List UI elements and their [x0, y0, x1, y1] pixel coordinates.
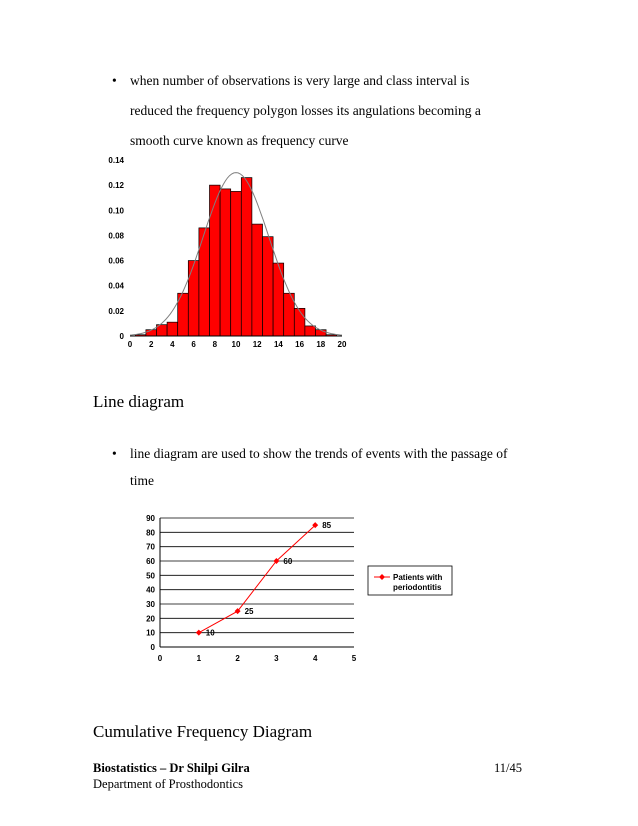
bullet1-line-3: smooth curve known as frequency curve [130, 133, 349, 148]
hist-y-tick-label: 0.02 [108, 306, 124, 316]
hist-bar [188, 261, 199, 336]
hist-y-tick-label: 0.14 [108, 156, 124, 165]
y-tick-label: 80 [146, 528, 155, 538]
y-tick-label: 50 [146, 571, 155, 581]
hist-x-tick-label: 2 [148, 340, 154, 349]
hist-y-tick-label: 0.06 [108, 256, 124, 266]
hist-y-tick-label: 0.12 [108, 181, 124, 191]
bullet1-line-1: when number of observations is very large and class interval is [130, 73, 470, 88]
y-tick-label: 30 [146, 600, 155, 609]
hist-y-tick-label: 0.08 [108, 231, 124, 241]
x-tick-label: 0 [157, 654, 163, 663]
footer-title: Biostatistics – Dr Shilpi Gilra [93, 761, 250, 775]
y-tick-label: 40 [146, 585, 155, 595]
bullet1-line-2: reduced the frequency polygon losses its angulations becoming a [130, 103, 481, 118]
hist-x-tick-label: 20 [337, 340, 347, 349]
hist-bar [167, 322, 178, 336]
hist-x-tick-label: 14 [273, 340, 283, 349]
hist-bar [252, 224, 263, 336]
hist-x-tick-label: 16 [295, 340, 305, 349]
hist-bar [294, 308, 305, 336]
data-label: 10 [205, 628, 215, 638]
y-tick-label: 0 [150, 643, 155, 652]
data-point-marker [196, 630, 202, 636]
x-tick-label: 1 [196, 654, 202, 663]
hist-bar [210, 185, 221, 336]
x-tick-label: 4 [312, 654, 318, 663]
hist-x-tick-label: 4 [170, 340, 175, 349]
hist-y-tick-label: 0.10 [108, 206, 124, 216]
bullet2-line-2: time [130, 473, 154, 488]
y-tick-label: 70 [146, 542, 155, 552]
hist-bar [263, 237, 274, 336]
series-line [199, 525, 315, 633]
y-tick-label: 90 [146, 514, 155, 523]
hist-x-tick-label: 10 [231, 340, 241, 349]
hist-bar [305, 326, 316, 336]
bullet2-line-1: line diagram are used to show the trends of events with the passage of [130, 446, 508, 461]
hist-y-tick-label: 0 [119, 332, 124, 341]
data-label: 60 [283, 557, 293, 566]
heading-line-diagram: Line diagram [93, 392, 185, 411]
hist-bar [146, 330, 157, 336]
x-tick-label: 2 [235, 654, 240, 663]
frequency-curve-histogram [96, 150, 352, 350]
hist-x-tick-label: 0 [127, 340, 133, 349]
hist-bar [220, 189, 231, 336]
hist-bar [241, 178, 252, 336]
legend-label-line2: periodontitis [393, 583, 442, 592]
hist-x-tick-label: 8 [212, 340, 218, 349]
heading-cumulative-frequency: Cumulative Frequency Diagram [93, 722, 313, 741]
hist-bar [316, 330, 327, 336]
footer-department: Department of Prosthodontics [93, 777, 243, 791]
data-label: 85 [322, 521, 332, 531]
y-tick-label: 60 [146, 557, 155, 566]
line-diagram-chart [128, 506, 468, 676]
hist-x-tick-label: 18 [316, 340, 326, 349]
hist-x-tick-label: 6 [191, 340, 196, 349]
data-label: 25 [244, 607, 254, 617]
y-tick-label: 20 [146, 614, 155, 624]
y-tick-label: 10 [146, 628, 155, 638]
footer-page-number: 11/45 [494, 761, 523, 775]
legend-label-line1: Patients with [393, 573, 443, 582]
hist-x-tick-label: 12 [252, 340, 262, 349]
hist-bar [231, 191, 242, 336]
hist-y-tick-label: 0.04 [108, 281, 124, 291]
x-tick-label: 3 [274, 654, 279, 663]
x-tick-label: 5 [351, 654, 357, 663]
